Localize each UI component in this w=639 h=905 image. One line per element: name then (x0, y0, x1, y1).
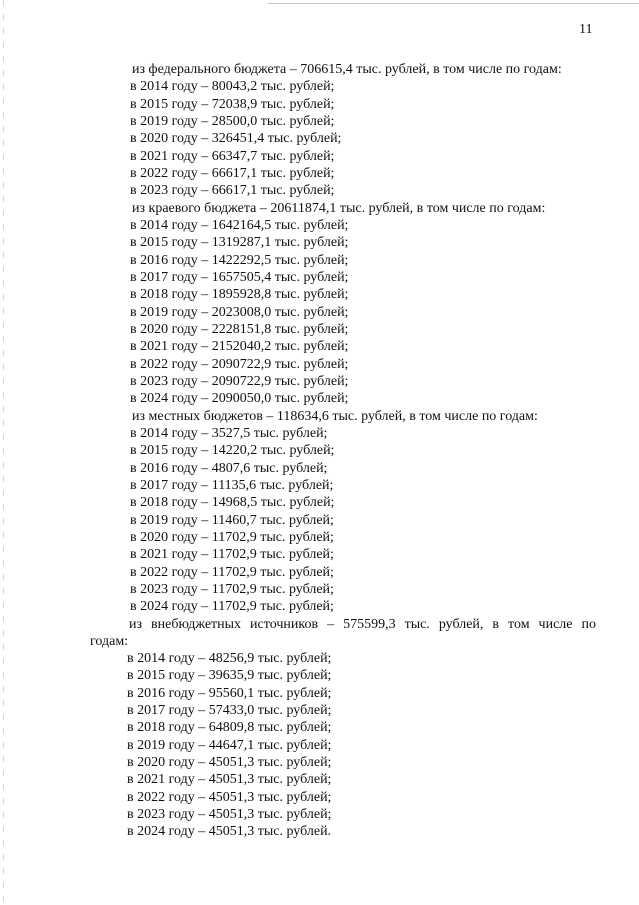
list-item: в 2021 году – 66347,7 тыс. рублей; (130, 148, 335, 164)
list-item: в 2018 году – 14968,5 тыс. рублей; (130, 495, 335, 511)
page-top-edge (268, 3, 639, 4)
extrabudgetary-heading: из внебюджетных источников – 575599,3 тыс. рублей, в том числе по (129, 616, 596, 632)
list-item: в 2021 году – 45051,3 тыс. рублей; (127, 772, 332, 788)
page-number: 11 (579, 22, 593, 37)
list-item: в 2022 году – 11702,9 тыс. рублей; (130, 564, 334, 580)
list-item: в 2017 году – 57433,0 тыс. рублей; (127, 703, 332, 719)
list-item: в 2016 году – 95560,1 тыс. рублей; (127, 685, 332, 701)
list-item: в 2019 году – 11460,7 тыс. рублей; (130, 512, 334, 528)
federal-budget-heading: из федерального бюджета – 706615,4 тыс. рублей, в том числе по годам: (132, 62, 562, 77)
list-item: в 2023 году – 11702,9 тыс. рублей; (130, 581, 334, 597)
list-item: в 2020 году – 2228151,8 тыс. рублей; (130, 321, 349, 337)
list-item: в 2015 году – 72038,9 тыс. рублей; (130, 96, 335, 112)
extrabudgetary-heading-cont: годам: (90, 633, 129, 649)
list-item: в 2022 году – 45051,3 тыс. рублей; (127, 789, 332, 805)
list-item: в 2021 году – 11702,9 тыс. рублей; (130, 547, 334, 563)
list-item: в 2017 году – 11135,6 тыс. рублей; (130, 477, 334, 493)
list-item: в 2014 году – 3527,5 тыс. рублей; (130, 425, 328, 441)
funding-breakdown (0, 61, 639, 841)
list-item: в 2017 году – 1657505,4 тыс. рублей; (130, 269, 349, 285)
local-budgets-heading: из местных бюджетов – 118634,6 тыс. рублей, в том числе по годам: (132, 408, 538, 424)
list-item: в 2019 году – 44647,1 тыс. рублей; (127, 737, 332, 753)
list-item: в 2023 году – 66617,1 тыс. рублей; (130, 183, 335, 199)
list-item: в 2018 году – 64809,8 тыс. рублей; (127, 720, 332, 736)
list-item: в 2024 году – 11702,9 тыс. рублей; (130, 599, 334, 615)
list-item: в 2016 году – 4807,6 тыс. рублей; (130, 460, 328, 476)
list-item: в 2014 году – 48256,9 тыс. рублей; (127, 651, 332, 667)
regional-budget-heading: из краевого бюджета – 20611874,1 тыс. рублей, в том числе по годам: (132, 200, 546, 216)
list-item: в 2020 году – 11702,9 тыс. рублей; (130, 529, 334, 545)
list-item: в 2024 году – 2090050,0 тыс. рублей; (130, 391, 349, 407)
list-item: в 2022 году – 66617,1 тыс. рублей; (130, 165, 335, 181)
list-item: в 2019 году – 28500,0 тыс. рублей; (130, 113, 335, 129)
list-item: в 2024 году – 45051,3 тыс. рублей. (127, 824, 332, 840)
list-item: в 2014 году – 1642164,5 тыс. рублей; (130, 217, 349, 233)
list-item: в 2023 году – 2090722,9 тыс. рублей; (130, 373, 349, 389)
list-item: в 2015 году – 14220,2 тыс. рублей; (130, 443, 335, 459)
list-item: в 2016 году – 1422292,5 тыс. рублей; (130, 252, 349, 268)
list-item: в 2020 году – 326451,4 тыс. рублей; (130, 131, 342, 147)
list-item: в 2014 году – 80043,2 тыс. рублей; (130, 79, 335, 95)
list-item: в 2022 году – 2090722,9 тыс. рублей; (130, 356, 349, 372)
list-item: в 2023 году – 45051,3 тыс. рублей; (127, 807, 332, 823)
list-item: в 2015 году – 1319287,1 тыс. рублей; (130, 235, 349, 251)
list-item: в 2021 году – 2152040,2 тыс. рублей; (130, 339, 349, 355)
list-item: в 2019 году – 2023008,0 тыс. рублей; (130, 304, 349, 320)
list-item: в 2020 году – 45051,3 тыс. рублей; (127, 755, 332, 771)
list-item: в 2015 году – 39635,9 тыс. рублей; (127, 668, 332, 684)
list-item: в 2018 году – 1895928,8 тыс. рублей; (130, 287, 349, 303)
